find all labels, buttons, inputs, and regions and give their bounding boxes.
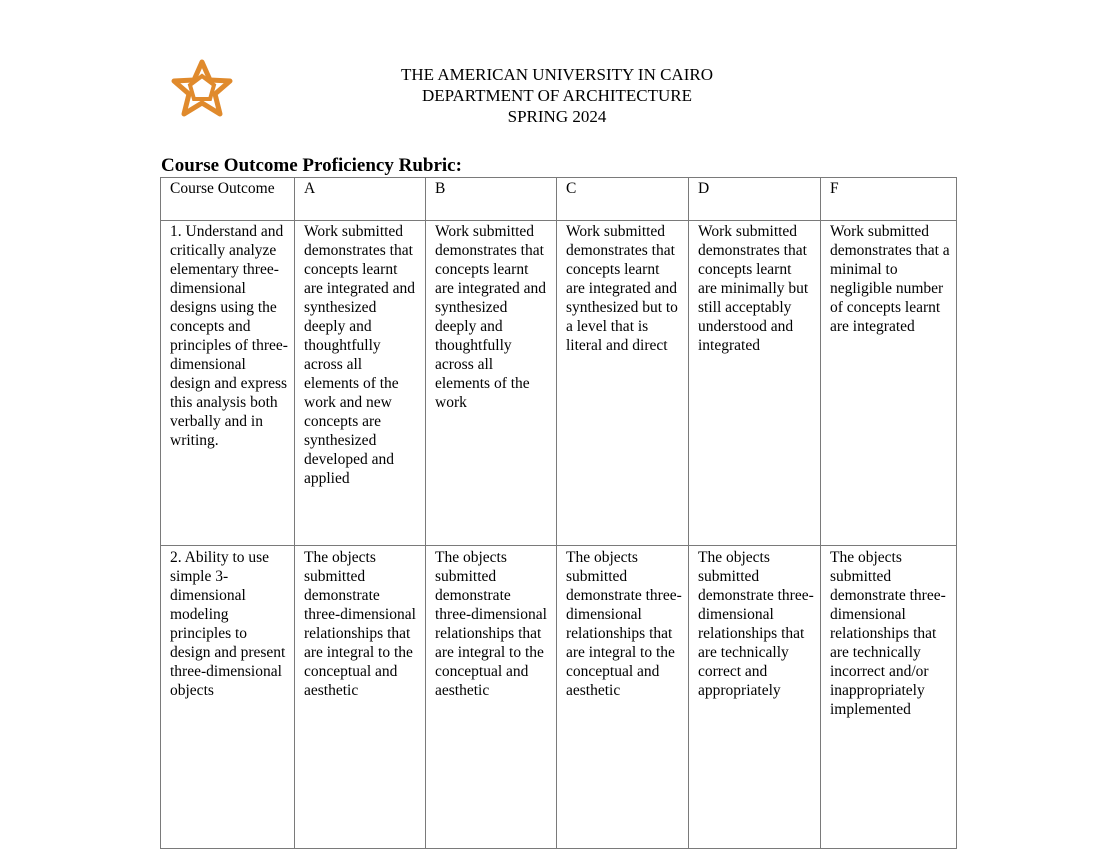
aucp-star-logo-icon: [169, 58, 235, 118]
grade-b-cell: The objects submitted demonstrate three-dimensional relationships that are integral to the conceptual and aesthetic: [426, 546, 557, 849]
grade-b-cell: Work submitted demonstrates that concepts learnt are integrated and synthesized deeply and thoughtfully across all elements of the work: [426, 221, 557, 546]
column-header-a: A: [295, 178, 426, 221]
document-header: [340, 64, 774, 127]
grade-a-cell: Work submitted demonstrates that concepts learnt are integrated and synthesized deeply and thoughtfully across all elements of the work and new concepts are synthesized developed and applied: [295, 221, 426, 546]
table-header-row: [161, 178, 957, 221]
grade-f-cell: Work submitted demonstrates that a minimal to negligible number of concepts learnt are integrated: [821, 221, 957, 546]
grade-a-cell: The objects submitted demonstrate three-dimensional relationships that are integral to the conceptual and aesthetic: [295, 546, 426, 849]
grade-f-cell: The objects submitted demonstrate three-dimensional relationships that are technically incorrect and/or inappropriately implemented: [821, 546, 957, 849]
table-row: [161, 546, 957, 849]
column-header-course-outcome: Course Outcome: [161, 178, 295, 221]
grade-d-cell: Work submitted demonstrates that concepts learnt are minimally but still acceptably understood and integrated: [689, 221, 821, 546]
column-header-f: F: [821, 178, 957, 221]
university-name: THE AMERICAN UNIVERSITY IN CAIRO: [401, 65, 713, 84]
outcome-cell: 1. Understand and critically analyze elementary three-dimensional designs using the concepts and principles of three-dimensional design and express this analysis both verbally and in writing.: [161, 221, 295, 546]
rubric-table: [160, 177, 957, 849]
column-header-c: C: [557, 178, 689, 221]
column-header-d: D: [689, 178, 821, 221]
table-row: [161, 221, 957, 546]
grade-c-cell: The objects submitted demonstrate three-dimensional relationships that are integral to the conceptual and aesthetic: [557, 546, 689, 849]
grade-c-cell: Work submitted demonstrates that concepts learnt are integrated and synthesized but to a level that is literal and direct: [557, 221, 689, 546]
outcome-cell: 2. Ability to use simple 3-dimensional modeling principles to design and present three-dimensional objects: [161, 546, 295, 849]
department-name: DEPARTMENT OF ARCHITECTURE: [421, 86, 693, 105]
rubric-title: Course Outcome Proficiency Rubric:: [161, 155, 462, 176]
term: SPRING 2024: [507, 107, 607, 126]
column-header-b: B: [426, 178, 557, 221]
grade-d-cell: The objects submitted demonstrate three-dimensional relationships that are technically correct and appropriately: [689, 546, 821, 849]
